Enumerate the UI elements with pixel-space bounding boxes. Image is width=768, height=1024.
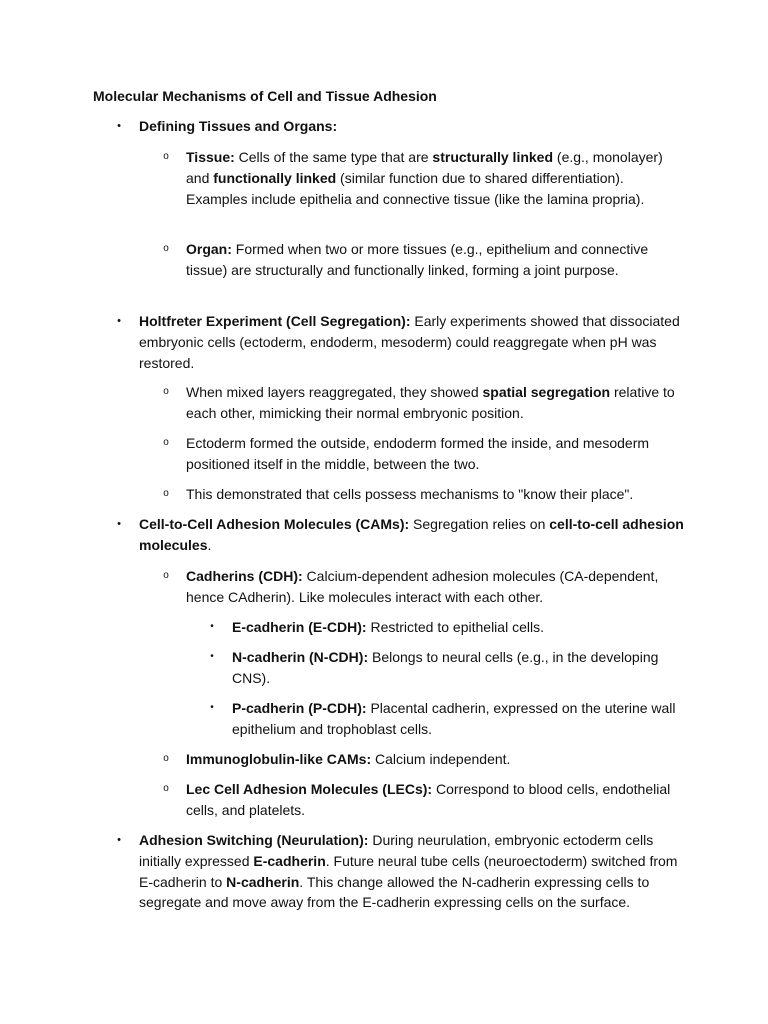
bold-run: spatial segregation: [482, 384, 611, 400]
circle-bullet-icon: o: [163, 753, 169, 764]
subsubbullet-e-cadherin: [210, 617, 682, 638]
subbullet-ig-cams: [163, 749, 676, 770]
subsubbullet-p-cadherin: [210, 698, 682, 740]
bold-run: E-cadherin: [253, 852, 326, 869]
term-label: Lec Cell Adhesion Molecules (LECs):: [186, 781, 433, 797]
text-run: Placental cadherin, expressed on the uterine wall epithelium and trophoblast cells.: [232, 700, 676, 737]
square-bullet-icon: •: [210, 702, 214, 713]
text-run: Calcium independent.: [371, 751, 511, 767]
disc-bullet-icon: •: [117, 834, 121, 846]
text-run: (e.g., monolayer) and: [186, 149, 663, 186]
text-run: . This change allowed the N-cadherin expressing cells to segregate and move away from the E-cadherin expressing cells on the surface.: [139, 873, 650, 911]
subbullet-cadherins: [163, 566, 676, 608]
circle-bullet-icon: o: [163, 570, 169, 581]
term-label: Immunoglobulin-like CAMs:: [186, 751, 372, 767]
subbullet-know-place: [163, 484, 676, 505]
bullet-heading: Defining Tissues and Organs:: [139, 118, 338, 134]
bullet-heading: Holtfreter Experiment (Cell Segregation):: [139, 313, 411, 329]
text-run: Ectoderm formed the outside, endoderm formed the inside, and mesoderm positioned itself in the middle, between the two.: [186, 435, 650, 472]
document-title: Molecular Mechanisms of Cell and Tissue Adhesion: [93, 88, 437, 104]
subsubbullet-n-cadherin: [210, 647, 682, 689]
subbullet-tissue: [163, 147, 676, 209]
subbullet-spatial-segregation: [163, 382, 676, 424]
text-run: . Future neural tube cells (neuroectoderm) switched from E-cadherin to: [139, 852, 678, 890]
text-run: Cells of the same type that are: [234, 149, 433, 165]
bold-run: cell-to-cell adhesion molecules: [139, 516, 684, 553]
text-run: (similar function due to shared differentiation). Examples include epithelia and connective tissue (like the lamina propria).: [186, 169, 645, 207]
text-run: Belongs to neural cells (e.g., in the developing CNS).: [232, 649, 659, 686]
circle-bullet-icon: o: [163, 243, 169, 254]
term-label: E-cadherin (E-CDH):: [232, 619, 367, 635]
circle-bullet-icon: o: [163, 488, 169, 499]
term-label: Organ:: [186, 241, 232, 257]
term-label: N-cadherin (N-CDH):: [232, 649, 369, 665]
circle-bullet-icon: o: [163, 783, 169, 794]
square-bullet-icon: •: [210, 621, 214, 632]
term-label: P-cadherin (P-CDH):: [232, 700, 367, 716]
circle-bullet-icon: o: [163, 437, 169, 448]
text-run: .: [207, 536, 212, 553]
subbullet-organ: [163, 239, 676, 281]
term-label: Cadherins (CDH):: [186, 568, 303, 584]
bullet-heading: Adhesion Switching (Neurulation):: [139, 832, 369, 848]
text-run: relative to each other, mimicking their normal embryonic position.: [186, 384, 675, 421]
disc-bullet-icon: •: [117, 315, 121, 327]
bullet-holtfreter: [117, 311, 684, 373]
text-run: Early experiments showed that dissociated embryonic cells (ectoderm, endoderm, mesoderm) could reaggregate when pH was restored.: [139, 313, 680, 371]
bullet-heading: Cell-to-Cell Adhesion Molecules (CAMs):: [139, 516, 410, 532]
bullet-defining-tissues: [117, 116, 684, 137]
text-run: Calcium-dependent adhesion molecules (CA-dependent, hence CAdherin). Like molecules interact with each other.: [186, 568, 659, 605]
disc-bullet-icon: •: [117, 120, 121, 132]
subbullet-lecs: [163, 779, 676, 821]
bold-run: N-cadherin: [226, 873, 300, 890]
bullet-cams: [117, 514, 684, 556]
text-run: Restricted to epithelial cells.: [366, 619, 544, 635]
text-run: Correspond to blood cells, endothelial cells, and platelets.: [186, 781, 671, 818]
bold-run: structurally linked: [432, 149, 554, 165]
bold-run: functionally linked: [213, 169, 337, 186]
disc-bullet-icon: •: [117, 518, 121, 530]
text-run: Segregation relies on: [409, 516, 550, 532]
text-run: Formed when two or more tissues (e.g., epithelium and connective tissue) are structurally and functionally linked, forming a joint purpose.: [186, 241, 649, 278]
text-run: During neurulation, embryonic ectoderm cells initially expressed: [139, 832, 654, 869]
term-label: Tissue:: [186, 149, 235, 165]
subbullet-ectoderm: [163, 433, 676, 475]
text-run: This demonstrated that cells possess mechanisms to "know their place".: [186, 486, 634, 502]
circle-bullet-icon: o: [163, 386, 169, 397]
square-bullet-icon: •: [210, 651, 214, 662]
circle-bullet-icon: o: [163, 151, 169, 162]
text-run: When mixed layers reaggregated, they showed: [186, 384, 483, 400]
bullet-adhesion-switching: [117, 830, 684, 913]
